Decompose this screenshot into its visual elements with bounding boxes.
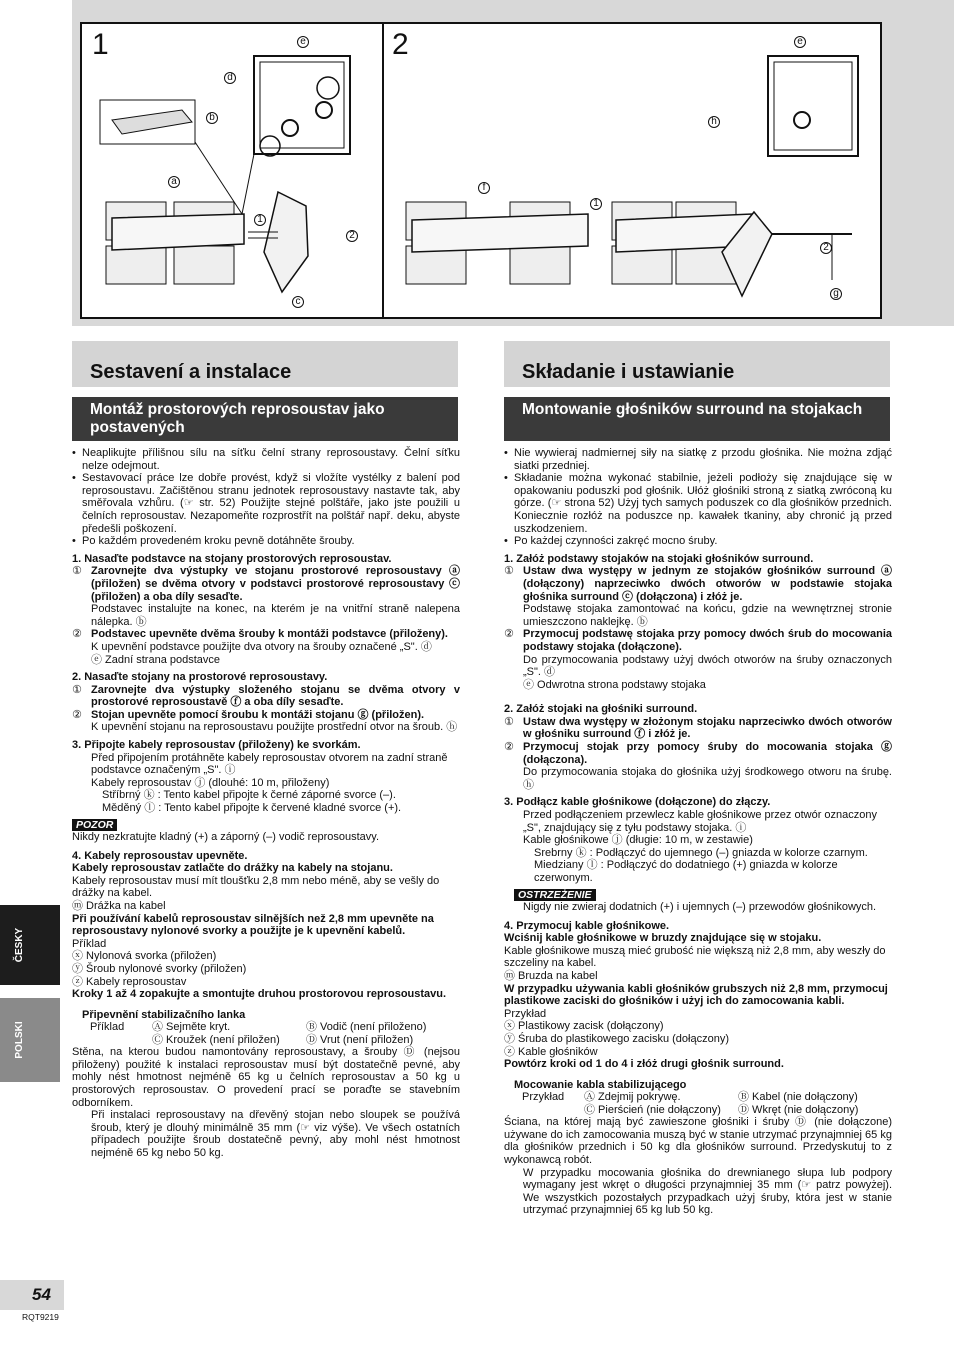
right-bullet: • Składanie można wykonać stabilnie, jeżeli podłoży się znajdujące się w opakowaniu poduszki pod głośnik. Ułóż głośniki stroną z siatką zwróconą ku górze. (☞ strona 52) Użyj tych samych poduszek co dla głośników przednich. Koniecznie rozłóż na poduszce np. kawałek tkaniny, aby chronić ją przed uszkodzeniem.	[504, 472, 892, 535]
left-s1-item2: Podstavec upevněte dvěma šrouby k montáži podstavce (přiloženy).	[91, 628, 448, 641]
figure-step-1-number: 1	[92, 28, 109, 61]
left-subsection-title: Montáž prostorových reprosoustav jako postavených	[90, 401, 385, 436]
right-d-text2: W przypadku mocowania głośnika do drewnianego słupa lub podpory wymagany jest wkręt o długości przynajmniej 35 mm (☞ patrz powyżej). We wszystkich pozostałych przypadkach użyj śruby, która jest w stanie utrzymać przynajmniej 65 kg lub 50 kg.	[523, 1166, 892, 1217]
left-s4-text1: Kabely reprosoustav musí mít tloušťku 2,8 mm nebo méně, aby se vešly do drážky na kabel.	[72, 874, 440, 900]
left-s4-bold2: Při používání kabelů reprosoustav silnějších než 2,8 mm upevněte na reprosoustavy nylonové svorky a použijte je k upevnění kabelů.	[72, 912, 434, 938]
right-column: • Nie wywieraj nadmiernej siły na siatkę z przodu głośnika. Nie można zdjąć siatki przedniej. • Składanie można wykonać stabilnie, jeżeli podłoży się znajdujące się w opakowaniu poduszki pod głośnik. Ułóż głośniki stroną z siatką zwróconą ku górze. (☞ strona 52) Użyj tych samych poduszek co dla głośników przednich. Koniecznie rozłóż na poduszce np. kawałek tkaniny, aby chronić ją przed uszkodzeniem. • Po każdej czynności zakręć mocno śruby. 1. Załóż podstawy stojaków na stojaki głośników surround. ① Ustaw dwa występy w jednym ze stojaków głośników surround ⓐ (dołączony) naprzeciwko dwóch otworów w podstawie stojaka głośnika surround ⓒ (dołączona) i złóż je. Podstawę stojaka zamontować na końcu, gdzie na wewnętrznej stronie umieszczono naklejkę. ⓑ ② Przymocuj podstawę stojaka przy pomocy dwóch śrub do mocowania podstawy stojaka (dołączone). Do przymocowania podstawy użyj dwóch otworów na śruby oznaczonych „S". ⓓ ⓔ Odwrotna strona podstawy stojaka 2. Załóż stojaki na głośniki surround. ① Ustaw dwa występy w złożonym stojaku naprzeciwko dwóch otworów w głośniku surround ⓕ i złóż je. ② Przymocuj stojak przy pomocy śruby do mocowania stojaka ⓖ (dołączona). Do przymocowania stojaka do głośnika użyj środkowego otworu na śrubę. ⓗ 3. Podłącz kable głośnikowe (dołączone) do złączy. Przed podłączeniem przewlecz kable głośnikowe przez otwór oznaczony „S", znajdujący się z tyłu podstawy stojaka. ⓘ Kable głośnikowe ⓙ (długie: 10 m, w zestawie) Srebrny ⓚ : Podłączyć do ujemnego (–) gniazda w kolorze czarnym. Miedziany ⓛ : Podłączyć do dodatniego (+) gniazda w kolorze czerwonym. OSTRZEŻENIE Nigdy nie zwieraj dodatnich (+) i ujemnych (–) przewodów głośnikowych. 4. Przymocuj kable głośnikowe. Wciśnij kable głośnikowe w bruzdy znajdujące się w stojaku. Kable głośnikowe muszą mieć grubość nie większą niż 2,8 mm, aby weszły do szczeliny na kabel. ⓜ Bruzda na kabel W przypadku używania kabli głośników grubszych niż 2,8 mm, przymocuj plastikowe zaciski do głośników i użyj ich do zamocowania kabli. Przykład ⓧ Plastikowy zacisk (dołączony) ⓨ Śruba do plastikowego zacisku (dołączony) ⓩ Kable głośników Powtórz kroki od 1 do 4 i złóż drugi głośnik surround. Mocowanie kabla stabilizującego Przykład Ⓐ Zdejmij pokrywę. Ⓑ Kabel (nie dołączony) Ⓒ Pierścień (nie dołączony) Ⓓ Wkręt (nie dołączony) Ściana, na której mają być zawieszone głośniki i śruby Ⓓ (nie dołączone) używane do ich zamocowania muszą być w stanie utrzymać przynajmniej 65 kg dla głośników przednich i 50 kg dla głośników surround. Przedyskutuj to z wykonawcą robót. W przypadku mocowania głośnika do drewnianego słupa lub podpory wymagany jest wkręt o długości przynajmniej 35 mm (☞ patrz powyżej). We wszystkich pozostałych przypadkach użyj śruby, która jest w stanie utrzymać przynajmniej 65 kg lub 50 kg.	[504, 447, 892, 1217]
figure-label-e2: e	[794, 36, 806, 48]
left-s4-text3: Příklad	[72, 937, 107, 950]
left-s3-text2: Kabely reprosoustav ⓙ (dlouhé: 10 m, přiloženy)	[91, 776, 330, 789]
right-s4-text6: ⓩ Kable głośników	[504, 1045, 598, 1058]
right-section-header	[504, 341, 890, 387]
right-s1-item2-note: ⓔ Odwrotna strona podstawy stojaka	[523, 678, 706, 691]
left-s1-item1-text: Podstavec instalujte na konec, na kterém je na vnitřní straně nalepena nálepka. ⓑ	[91, 603, 460, 628]
right-s2-item2: Przymocuj stojak przy pomocy śruby do mocowania stojaka ⓖ (dołączona).	[523, 741, 892, 766]
right-warning-text: Nigdy nie zwieraj dodatnich (+) i ujemnych (–) przewodów głośnikowych.	[523, 901, 877, 913]
right-step-2: 2. Załóż stojaki na głośniki surround.	[504, 703, 698, 716]
right-s3-text1: Przed podłączeniem przewlecz kable głośnikowe przez otwór oznaczony „S", znajdujący się z tyłu podstawy stojaka. ⓘ	[523, 809, 878, 834]
right-s4-text2: ⓜ Bruzda na kabel	[504, 969, 598, 982]
right-s4-bold3: Powtórz kroki od 1 do 4 i złóż drugi głośnik surround.	[504, 1058, 784, 1071]
left-s2-item2: Stojan upevněte pomocí šroubu k montáži stojanu ⓖ (přiložen).	[91, 708, 425, 721]
figure-label-c: c	[292, 296, 304, 308]
left-section-header	[72, 341, 458, 387]
left-d-c: Ⓒ Kroužek (není přiložen)	[152, 1033, 280, 1046]
left-subsection-header	[72, 397, 458, 441]
left-bullet: • Sestavovací práce lze dobře provést, když si vložíte vystélky z balení pod reprosoustavu. Začištěnou stranu jednotek reprosoustavy nastavte tak, aby směřovala vzhůru. (☞ str. 52) Použijte stejné polštáře, jako jste použili u čelních reprosoustav. Nezapomeňte rozprostřít na polštář např. deku, abyste předešli poškození.	[72, 472, 460, 535]
side-tab-polish-label: POLSKI	[13, 1021, 25, 1059]
figure-label-2a: 2	[346, 230, 358, 242]
right-d-b: Ⓑ Kabel (nie dołączony)	[738, 1091, 858, 1104]
figure-label-f: f	[478, 182, 490, 194]
left-s3-text4: Měděný ⓛ : Tento kabel připojte k červené kladné svorce (+).	[102, 802, 402, 815]
left-d-a: Ⓐ Sejměte kryt.	[152, 1021, 231, 1034]
left-d-title: Připevnění stabilizačního lanka	[82, 1008, 246, 1021]
right-s2-item2-text: Do przymocowania stojaka do głośnika użyj środkowego otworu na śrubę. ⓗ	[523, 766, 892, 791]
right-s4-text4: ⓧ Plastikowy zacisk (dołączony)	[504, 1020, 664, 1033]
figure-label-g: g	[830, 288, 842, 300]
side-tab-polish	[0, 998, 60, 1082]
figure-step-2-number: 2	[392, 28, 409, 61]
right-s2-item1: Ustaw dwa występy w złożonym stojaku naprzeciwko dwóch otworów w głośniku surround ⓕ i złóż je.	[523, 715, 892, 741]
side-tab-czech	[0, 905, 60, 985]
left-s4-text4: ⓧ Nylonová svorka (přiložen)	[72, 950, 217, 963]
right-s4-text5: ⓨ Śruba do plastikowego zacisku (dołączony)	[504, 1032, 730, 1045]
right-subsection-header	[504, 397, 890, 441]
left-step-4: 4. Kabely reprosoustav upevněte.	[72, 849, 248, 862]
left-s2-item1: Zarovnejte dva výstupky složeného stojanu se dvěma otvory v prostorové reprosoustavě ⓕ a oba díly sesaďte.	[91, 683, 460, 709]
right-subsection-title: Montowanie głośników surround na stojakach	[522, 401, 863, 418]
left-step-1: 1. Nasaďte podstavce na stojany prostorových reprosoustav.	[72, 552, 392, 565]
left-s4-bold1: Kabely reprosoustav zatlačte do drážky na kabely na stojanu.	[72, 862, 393, 875]
figure-label-d: d	[224, 72, 236, 84]
left-s1-item1: Zarovnejte dva výstupky ve stojanu prostorové reprosoustavy ⓐ (přiložen) se dvěma otvory v podstavci prostorové reprosoustavy ⓒ (přiložen) a oba díly sesaďte.	[91, 565, 460, 603]
figure-label-2b: 2	[820, 242, 832, 254]
right-s4-bold1: Wciśnij kable głośnikowe w bruzdy znajdujące się w stojaku.	[504, 932, 822, 945]
right-step-4: 4. Przymocuj kable głośnikowe.	[504, 919, 670, 932]
left-s1-item2-note: ⓔ Zadní strana podstavce	[91, 653, 221, 666]
left-column: • Neaplikujte přílišnou sílu na síťku čelní strany reprosoustavy. Čelní síťku nelze odejmout. • Sestavovací práce lze dobře provést, když si vložíte vystélky z balení pod reprosoustavu. Začištěnou stranu jednotek reprosoustavy nastavte tak, aby směřovala vzhůru. (☞ str. 52) Použijte stejné polštáře, jako jste použili u čelních reprosoustav. Nezapomeňte rozprostřít na polštář např. deku, abyste předešli poškození. • Po každém provedeném kroku pevně dotáhněte šrouby. 1. Nasaďte podstavce na stojany prostorových reprosoustav. ① Zarovnejte dva výstupky ve stojanu prostorové reprosoustavy ⓐ (přiložen) se dvěma otvory v podstavci prostorové reprosoustavy ⓒ (přiložen) a oba díly sesaďte. Podstavec instalujte na konec, na kterém je na vnitřní straně nalepena nálepka. ⓑ ② Podstavec upevněte dvěma šrouby k montáži podstavce (přiloženy). K upevnění podstavce použijte dva otvory na šrouby označené „S". ⓓ ⓔ Zadní strana podstavce 2. Nasaďte stojany na prostorové reprosoustavy. ① Zarovnejte dva výstupky složeného stojanu se dvěma otvory v prostorové reprosoustavě ⓕ a oba díly sesaďte. ② Stojan upevněte pomocí šroubu k montáži stojanu ⓖ (přiložen). K upevnění stojanu na reprosoustavu použijte prostřední otvor na šroub. ⓗ 3. Připojte kabely reprosoustav (přiloženy) ke svorkám. Před připojením protáhněte kabely reprosoustav otvorem na zadní straně podstavce označeným „S". ⓘ Kabely reprosoustav ⓙ (dlouhé: 10 m, přiloženy) Stříbrný ⓚ : Tento kabel připojte k černé záporné svorce (–). Měděný ⓛ : Tento kabel připojte k červené kladné svorce (+). POZOR Nikdy nezkratujte kladný (+) a záporný (–) vodič reprosoustavy. 4. Kabely reprosoustav upevněte. Kabely reprosoustav zatlačte do drážky na kabely na stojanu. Kabely reprosoustav musí mít tloušťku 2,8 mm nebo méně, aby se vešly do drážky na kabel. ⓜ Drážka na kabel Při používání kabelů reprosoustav silnějších než 2,8 mm upevněte na reprosoustavy nylonové svorky a použijte je k upevnění kabelů. Příklad ⓧ Nylonová svorka (přiložen) ⓨ Šroub nylonové svorky (přiložen) ⓩ Kabely reprosoustav Kroky 1 až 4 zopakujte a smontujte druhou prostorovou reprosoustavu. Připevnění stabilizačního lanka Příklad Ⓐ Sejměte kryt. Ⓑ Vodič (není přiloženo) Ⓒ Kroužek (není přiložen) Ⓓ Vrut (není přiložen) Stěna, na kterou budou namontovány reprosoustavy, a šrouby Ⓓ (nejsou přiloženy) použité k instalaci reprosoustav musí být dostatečně pevné, aby mohly nést hmotnost nejméně 65 kg u čelních reprosoustav a 50 kg u prostorových reprosoustav. O provedení prací se poraďte se stavebním odborníkem. Při instalaci reprosoustavy na dřevěný stojan nebo sloupek se používá šroub, který je dlouhý minimálně 35 mm (☞ viz výše). Ve všech ostatních případech použijte šroub dostatečně pevný, aby mohl nést hmotnost nejméně 65 kg nebo 50 kg.	[72, 447, 460, 1160]
right-s4-text1: Kable głośnikowe muszą mieć grubość nie większą niż 2,8 mm, aby weszły do szczeliny na kabel.	[504, 944, 886, 970]
left-d-b: Ⓑ Vodič (není přiloženo)	[306, 1021, 427, 1034]
right-section-title: Składanie i ustawianie	[522, 361, 735, 383]
left-s4-text2: ⓜ Drážka na kabel	[72, 900, 166, 912]
right-d-c: Ⓒ Pierścień (nie dołączony)	[584, 1103, 721, 1116]
right-bullet: • Po każdej czynności zakręć mocno śruby.	[504, 535, 892, 548]
left-s4-bold3: Kroky 1 až 4 zopakujte a smontujte druhou prostorovou reprosoustavu.	[72, 988, 447, 1001]
page-number: 54	[0, 1280, 64, 1310]
assembly-figure	[80, 22, 882, 319]
right-s1-item2-text: Do przymocowania podstawy użyj dwóch otworów na śruby oznaczonych „S". ⓓ	[523, 653, 892, 679]
figure-label-e1: e	[297, 36, 309, 48]
left-bullet: • Po každém provedeném kroku pevně dotáhněte šrouby.	[72, 535, 460, 548]
right-d-example: Przykład	[522, 1091, 565, 1104]
right-s4-text3: Przykład	[504, 1007, 547, 1020]
assembly-illustration	[82, 24, 880, 317]
right-d-text1: Ściana, na której mają być zawieszone głośniki i śruby Ⓓ (nie dołączone) używane do ich zamocowania muszą być w stanie utrzymać przynajmniej 65 kg dla głośników przednich i 50 kg dla głośników surround. Przedyskutuj to z wykonawcą robót.	[504, 1116, 892, 1166]
figure-label-h: h	[708, 116, 720, 128]
right-d-d: Ⓓ Wkręt (nie dołączony)	[738, 1103, 859, 1116]
right-s1-item2: Przymocuj podstawę stojaka przy pomocy dwóch śrub do mocowania podstawy stojaka (dołączone).	[523, 628, 892, 653]
right-d-a: Ⓐ Zdejmij pokrywę.	[584, 1091, 681, 1104]
left-s3-text1: Před připojením protáhněte kabely reprosoustav otvorem na zadní straně podstavce označeným „S". ⓘ	[91, 751, 448, 777]
left-step-2: 2. Nasaďte stojany na prostorové reprosoustavy.	[72, 671, 328, 684]
left-bullet: • Neaplikujte přílišnou sílu na síťku čelní strany reprosoustavy. Čelní síťku nelze odejmout.	[72, 447, 460, 472]
right-d-title: Mocowanie kabla stabilizującego	[514, 1078, 687, 1091]
left-d-text2: Při instalaci reprosoustavy na dřevěný stojan nebo sloupek se používá šroub, který je dlouhý minimálně 35 mm (☞ viz výše). Ve všech ostatních případech použijte šroub dostatečně pevný, aby mohl nést hmotnost nejméně 65 kg nebo 50 kg.	[91, 1109, 460, 1159]
left-d-table	[72, 1021, 460, 1046]
figure-label-1b: 1	[590, 198, 602, 210]
left-s4-text6: ⓩ Kabely reprosoustav	[72, 975, 187, 988]
left-s3-text3: Stříbrný ⓚ : Tento kabel připojte k černé záporné svorce (–).	[102, 789, 396, 802]
left-step-3: 3. Připojte kabely reprosoustav (přiloženy) ke svorkám.	[72, 739, 361, 752]
left-warning-text: Nikdy nezkratujte kladný (+) a záporný (–) vodič reprosoustavy.	[72, 831, 380, 844]
right-warning-label: OSTRZEŻENIE	[514, 889, 596, 901]
right-d-table	[504, 1091, 892, 1116]
left-d-example: Příklad	[90, 1021, 125, 1034]
side-tab-czech-label: ČESKY	[13, 927, 25, 963]
left-s2-item2-text: K upevnění stojanu na reprosoustavu použijte prostřední otvor na šroub. ⓗ	[91, 721, 458, 734]
figure-label-b: b	[206, 112, 218, 124]
left-s1-item2-text: K upevnění podstavce použijte dva otvory na šrouby označené „S". ⓓ	[91, 640, 432, 653]
right-s3-text4: Miedziany ⓛ : Podłączyć do dodatniego (+) gniazda w kolorze czerwonym.	[534, 859, 838, 884]
left-warning-label: POZOR	[72, 819, 117, 831]
right-bullets	[504, 447, 892, 548]
left-s4-text5: ⓨ Šroub nylonové svorky (přiložen)	[72, 962, 247, 975]
right-step-1: 1. Załóż podstawy stojaków na stojaki głośników surround.	[504, 552, 814, 565]
right-step-3: 3. Podłącz kable głośnikowe (dołączone) do złączy.	[504, 796, 771, 809]
figure-label-1a: 1	[254, 214, 266, 226]
left-d-d: Ⓓ Vrut (není přiložen)	[306, 1033, 414, 1046]
left-d-text1: Stěna, na kterou budou namontovány reprosoustavy, a šrouby Ⓓ (nejsou přiloženy) použité k instalaci reprosoustav musí být dostatečně pevné, aby mohly nést hmotnost nejméně 65 kg u čelních reprosoustav a 50 kg u prostorových reprosoustav. O provedení prací se poraďte se stavebním odborníkem.	[72, 1046, 460, 1109]
right-s1-item1: Ustaw dwa występy w jednym ze stojaków głośników surround ⓐ (dołączony) naprzeciwko dwóch otworów w podstawie stojaka głośnika surround ⓒ (dołączona) i złóż je.	[523, 565, 892, 603]
right-s1-item1-text: Podstawę stojaka zamontować na końcu, gdzie na wewnętrznej stronie umieszczono naklejkę. ⓑ	[523, 603, 892, 628]
left-bullets	[72, 447, 460, 548]
figure-label-a: a	[168, 176, 180, 188]
left-section-title: Sestavení a instalace	[90, 361, 292, 383]
right-s4-bold2: W przypadku używania kabli głośników grubszych niż 2,8 mm, przymocuj plastikowe zaciski do głośników i użyj ich do zamocowania kabli.	[504, 982, 888, 1008]
document-code: RQT9219	[22, 1312, 59, 1322]
right-bullet: • Nie wywieraj nadmiernej siły na siatkę z przodu głośnika. Nie można zdjąć siatki przedniej.	[504, 447, 892, 472]
right-s3-text2: Kable głośnikowe ⓙ (długie: 10 m, w zestawie)	[523, 834, 753, 847]
right-s3-text3: Srebrny ⓚ : Podłączyć do ujemnego (–) gniazda w kolorze czarnym.	[534, 846, 868, 859]
